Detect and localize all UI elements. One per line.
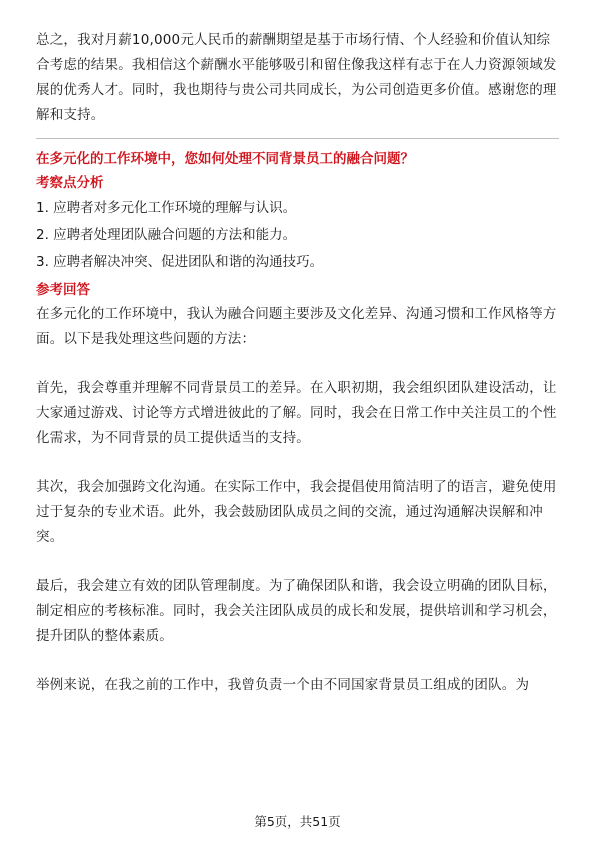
paragraph-gap	[36, 352, 559, 376]
document-page	[36, 28, 559, 698]
analysis-point: 2. 应聘者处理团队融合问题的方法和能力。	[36, 227, 297, 243]
analysis-point: 3. 应聘者解决冲突、促进团队和谐的沟通技巧。	[36, 254, 324, 270]
paragraph-gap	[36, 451, 559, 475]
answer-paragraph: 举例来说，在我之前的工作中，我曾负责一个由不同国家背景员工组成的团队。为	[36, 677, 530, 693]
paragraph-gap	[36, 550, 559, 574]
intro-paragraph: 总之，我对月薪10,000元人民币的薪酬期望是基于市场行情、个人经验和价值认知综合考虑的结果。我相信这个薪酬水平能够吸引和留住像我这样有志于在人力资源领域发展的优秀人才。同时，我也期待与贵公司共同成长，为公司创造更多价值。感谢您的理解和支持。	[36, 32, 557, 123]
section-divider	[36, 138, 559, 139]
page-number-footer: 第5页，共51页	[254, 814, 341, 829]
answer-paragraph: 在多元化的工作环境中，我认为融合问题主要涉及文化差异、沟通习惯和工作风格等方面。以下是我处理这些问题的方法：	[36, 306, 557, 347]
analysis-point: 1. 应聘者对多元化工作环境的理解与认识。	[36, 200, 297, 216]
answer-paragraph: 其次，我会加强跨文化沟通。在实际工作中，我会提倡使用简洁明了的语言，避免使用过于复杂的专业术语。此外，我会鼓励团队成员之间的交流，通过沟通解决误解和冲突。	[36, 479, 557, 545]
answer-paragraph: 最后，我会建立有效的团队管理制度。为了确保团队和谐，我会设立明确的团队目标，制定相应的考核标准。同时，我会关注团队成员的成长和发展，提供培训和学习机会，提升团队的整体素质。	[36, 578, 557, 644]
answer-paragraph: 首先，我会尊重并理解不同背景员工的差异。在入职初期，我会组织团队建设活动，让大家通过游戏、讨论等方式增进彼此的了解。同时，我会在日常工作中关注员工的个性化需求，为不同背景的员工提供适当的支持。	[36, 380, 557, 446]
question-heading: 在多元化的工作环境中，您如何处理不同背景员工的融合问题？	[36, 151, 414, 167]
answer-heading: 参考回答	[36, 282, 90, 298]
analysis-heading: 考察点分析	[36, 175, 104, 191]
paragraph-gap	[36, 649, 559, 673]
